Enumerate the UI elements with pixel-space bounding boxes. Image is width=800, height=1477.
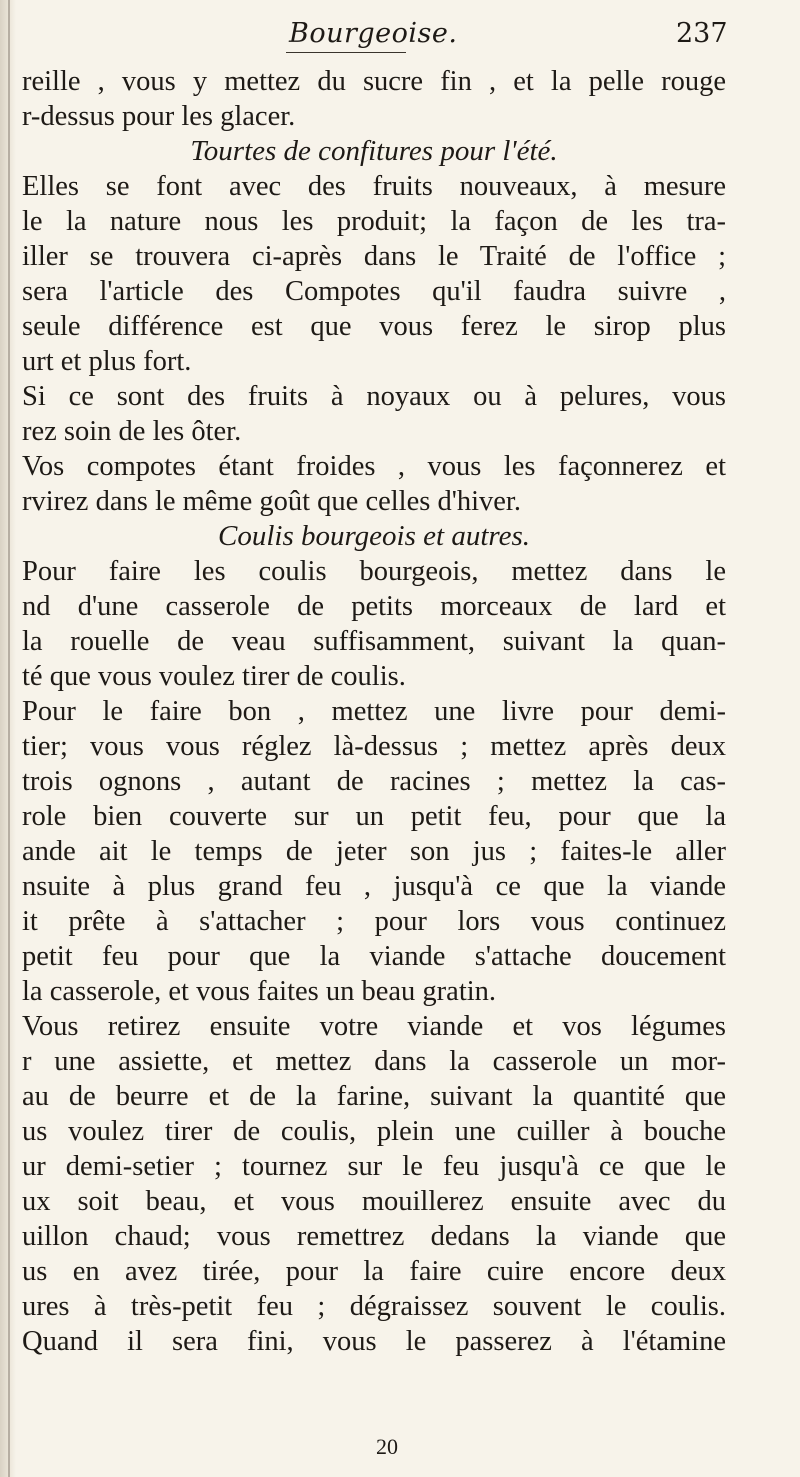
- page-number: 237: [676, 18, 728, 49]
- section-heading-coulis: Coulis bourgeois et autres.: [217, 520, 531, 552]
- text-line: le la nature nous les produit; la façon de les tra-: [22, 206, 726, 237]
- text-line: Elles se font avec des fruits nouveaux, à mesure: [22, 171, 726, 202]
- text-line: tier; vous vous réglez là-dessus ; mettez après deux: [22, 731, 726, 762]
- text-line: role bien couverte sur un petit feu, pour que la: [22, 801, 726, 832]
- text-line: la rouelle de veau suffisamment, suivant la quan-: [22, 626, 726, 657]
- text-line: iller se trouvera ci-après dans le Traité de l'office ;: [22, 241, 726, 272]
- text-line: nsuite à plus grand feu , jusqu'à ce que la viande: [22, 871, 726, 902]
- text-line: au de beurre et de la farine, suivant la quantité que: [22, 1081, 726, 1112]
- body-text: [22, 64, 726, 1359]
- text-line: Pour le faire bon , mettez une livre pour demi-: [22, 696, 726, 727]
- text-line: r-dessus pour les glacer.: [22, 101, 296, 132]
- text-line: ur demi-setier ; tournez sur le feu jusqu'à ce que le: [22, 1151, 726, 1182]
- text-line: Si ce sont des fruits à noyaux ou à pelures, vous: [22, 381, 726, 412]
- text-line: Pour faire les coulis bourgeois, mettez dans le: [22, 556, 726, 587]
- running-head-rule: [286, 52, 406, 53]
- text-line: urt et plus fort.: [22, 346, 192, 377]
- text-line: Vos compotes étant froides , vous les façonnerez et: [22, 451, 726, 482]
- text-line: us voulez tirer de coulis, plein une cuiller à bouche: [22, 1116, 726, 1147]
- text-line: sera l'article des Compotes qu'il faudra suivre ,: [22, 276, 726, 307]
- text-line: trois ognons , autant de racines ; mettez la cas-: [22, 766, 726, 797]
- binding-edge: [8, 0, 10, 1477]
- text-line: ux soit beau, et vous mouillerez ensuite avec du: [22, 1186, 726, 1217]
- text-line: it prête à s'attacher ; pour lors vous continuez: [22, 906, 726, 937]
- text-line: la casserole, et vous faites un beau gratin.: [22, 976, 497, 1007]
- text-line: seule différence est que vous ferez le sirop plus: [22, 311, 726, 342]
- text-line: té que vous voulez tirer de coulis.: [22, 661, 406, 692]
- text-line: Quand il sera fini, vous le passerez à l'étamine: [22, 1326, 726, 1357]
- text-line: us en avez tirée, pour la faire cuire encore deux: [22, 1256, 726, 1287]
- text-line: rez soin de les ôter.: [22, 416, 242, 447]
- text-line: ures à très-petit feu ; dégraissez souvent le coulis.: [22, 1291, 726, 1322]
- text-line: Vous retirez ensuite votre viande et vos légumes: [22, 1011, 726, 1042]
- running-head: Bourgeoise.: [289, 18, 458, 49]
- text-line: petit feu pour que la viande s'attache doucement: [22, 941, 726, 972]
- text-line: reille , vous y mettez du sucre fin , et la pelle rouge: [22, 66, 726, 97]
- section-heading-tourtes: Tourtes de confitures pour l'été.: [190, 135, 558, 167]
- signature-mark: 20: [376, 1434, 398, 1459]
- page-gutter: [0, 0, 16, 1477]
- page-header: [0, 14, 800, 58]
- text-line: uillon chaud; vous remettrez dedans la viande que: [22, 1221, 726, 1252]
- text-line: nd d'une casserole de petits morceaux de lard et: [22, 591, 726, 622]
- text-line: ande ait le temps de jeter son jus ; faites-le aller: [22, 836, 726, 867]
- text-line: rvirez dans le même goût que celles d'hiver.: [22, 486, 521, 517]
- text-line: r une assiette, et mettez dans la casserole un mor-: [22, 1046, 726, 1077]
